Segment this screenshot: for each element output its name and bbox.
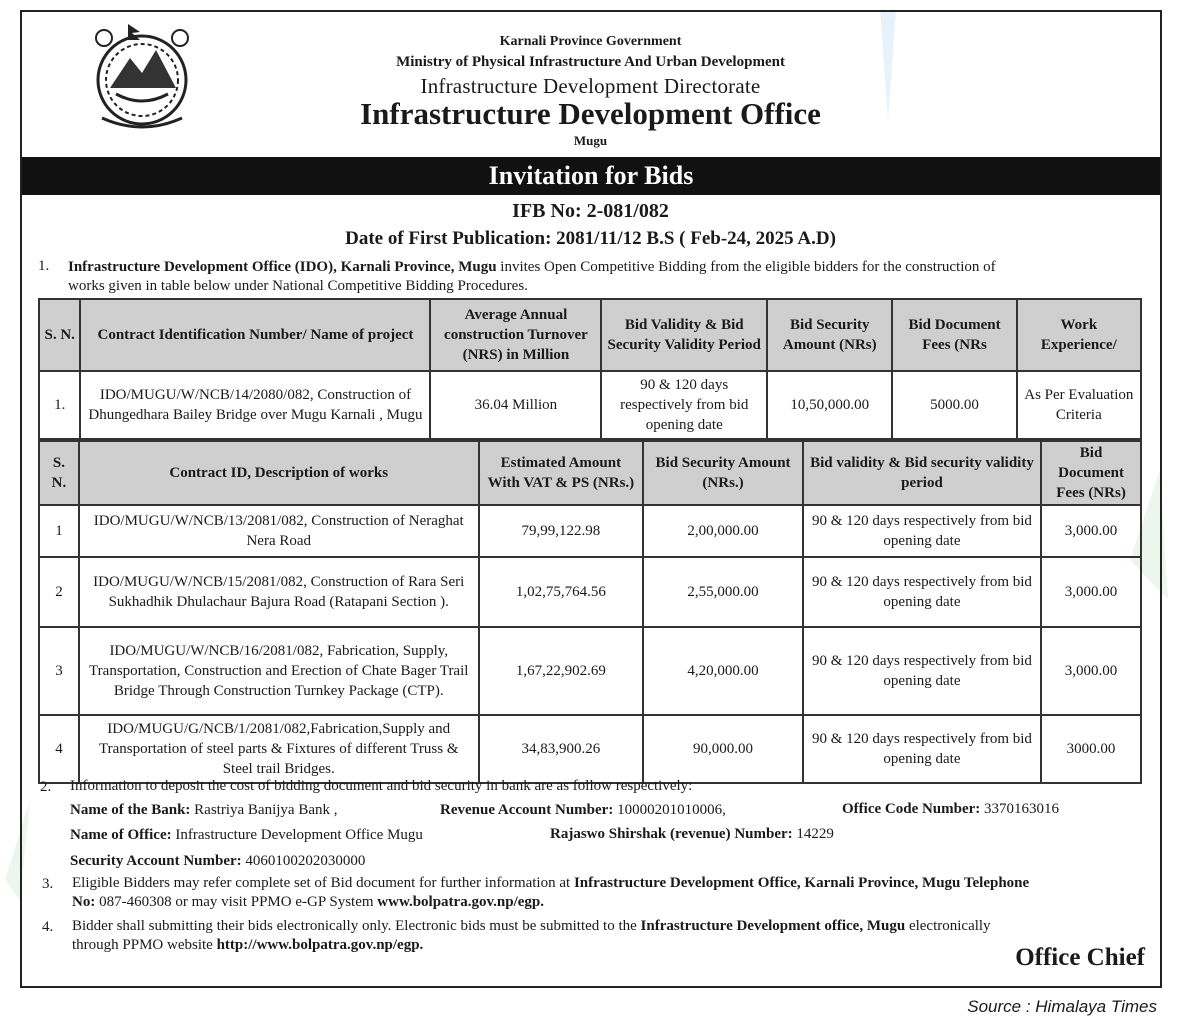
table-row xyxy=(39,505,1141,557)
rajaswo-label: Rajaswo Shirshak (revenue) Number: xyxy=(550,826,793,842)
works-table xyxy=(38,440,1142,784)
office-name-label: Name of Office: xyxy=(70,827,172,843)
cell-turnover: 36.04 Million xyxy=(430,371,601,439)
notice-title-banner: Invitation for Bids xyxy=(22,157,1160,195)
bolpatra-link[interactable]: http://www.bolpatra.gov.np/egp. xyxy=(216,937,424,953)
item-3-office: Infrastructure Development Office, Karnali Province, Mugu Telephone xyxy=(573,875,1030,891)
security-account xyxy=(70,852,365,871)
item-4-text xyxy=(72,917,1150,955)
item-2-number: 2. xyxy=(40,779,52,795)
office-code xyxy=(842,800,1059,819)
cell-fees: 5000.00 xyxy=(892,371,1016,439)
table-row xyxy=(39,627,1141,715)
item-1-number: 1. xyxy=(38,258,50,274)
cell-validity: 90 & 120 days respectively from bid opening date xyxy=(803,557,1041,627)
cell-validity: 90 & 120 days respectively from bid opening date xyxy=(803,505,1041,557)
col-sn: S. N. xyxy=(39,441,79,505)
intro-text-b: works given in table below under National Competitive Bidding Procedures. xyxy=(68,278,528,294)
col-security: Bid Security Amount (NRs.) xyxy=(643,441,803,505)
ministry-name: Ministry of Physical Infrastructure And Urban Development xyxy=(396,54,785,70)
cell-sn: 2 xyxy=(39,557,79,627)
item-2-intro: Information to deposit the cost of bidding document and bid security in bank are as follow respectively: xyxy=(70,778,693,794)
project-table xyxy=(38,298,1142,440)
table-row xyxy=(39,557,1141,627)
directorate-name: Infrastructure Development Directorate xyxy=(420,74,761,98)
office-name-line xyxy=(70,826,423,845)
cell-description: IDO/MUGU/W/NCB/13/2081/082, Construction of Neraghat Nera Road xyxy=(79,505,479,557)
security-account-label: Security Account Number: xyxy=(70,853,242,869)
col-validity: Bid Validity & Bid Security Validity Period xyxy=(601,299,767,371)
col-sn: S. N. xyxy=(39,299,80,371)
cell-security: 90,000.00 xyxy=(643,715,803,783)
item-4-office: Infrastructure Development office, Mugu xyxy=(640,918,906,934)
col-fees: Bid Document Fees (NRs xyxy=(892,299,1016,371)
works-table-header xyxy=(39,441,1141,505)
office-code-value: 3370163016 xyxy=(984,801,1060,817)
signature-title: Office Chief xyxy=(1015,944,1145,971)
province-government: Karnali Province Government xyxy=(499,34,682,49)
cell-amount: 79,99,122.98 xyxy=(479,505,644,557)
cell-amount: 1,02,75,764.56 xyxy=(479,557,644,627)
revenue-account xyxy=(440,801,726,820)
cell-security: 10,50,000.00 xyxy=(767,371,892,439)
security-account-value: 4060100202030000 xyxy=(245,853,366,869)
rajaswo-number xyxy=(550,825,834,844)
bank-name-value: Rastriya Banijya Bank , xyxy=(194,802,338,818)
cell-validity: 90 & 120 days respectively from bid opening date xyxy=(601,371,767,439)
cell-security: 2,00,000.00 xyxy=(643,505,803,557)
col-experience: Work Experience/ xyxy=(1017,299,1141,371)
bank-name-label: Name of the Bank: xyxy=(70,802,191,818)
source-credit: Source : Himalaya Times xyxy=(967,997,1157,1016)
item-4-number: 4. xyxy=(42,919,54,935)
col-contract-id: Contract Identification Number/ Name of project xyxy=(80,299,430,371)
item-3-number: 3. xyxy=(42,876,54,892)
revenue-account-value: 10000201010006, xyxy=(617,802,726,818)
table-row xyxy=(39,371,1141,439)
rajaswo-value: 14229 xyxy=(796,826,834,842)
intro-text-a: invites Open Competitive Bidding from the eligible bidders for the construction of xyxy=(496,259,996,275)
item-1-text xyxy=(68,258,1148,296)
cell-description: IDO/MUGU/W/NCB/15/2081/082, Construction of Rara Seri Sukhadhik Dhulachaur Bajura Road (Ratapani Section ). xyxy=(79,557,479,627)
col-estimated-amount: Estimated Amount With VAT & PS (NRs.) xyxy=(479,441,644,505)
publication-date: Date of First Publication: 2081/11/12 B.S ( Feb-24, 2025 A.D) xyxy=(345,228,836,249)
col-security: Bid Security Amount (NRs) xyxy=(767,299,892,371)
item-3-text xyxy=(72,874,1150,912)
item-4-text-a: Bidder shall submitting their bids electronically only. Electronic bids must be submitted to the xyxy=(72,918,641,934)
col-turnover: Average Annual construction Turnover (NRS) in Million xyxy=(430,299,601,371)
cell-project: IDO/MUGU/W/NCB/14/2080/082, Construction of Dhungedhara Bailey Bridge over Mugu Karnali , Mugu xyxy=(80,371,430,439)
revenue-account-label: Revenue Account Number: xyxy=(440,802,614,818)
project-table-header xyxy=(39,299,1141,371)
item-3-phone-label: No: xyxy=(72,894,96,910)
cell-fees: 3,000.00 xyxy=(1041,505,1141,557)
intro-office: Infrastructure Development Office (IDO), Karnali Province, Mugu xyxy=(68,259,497,275)
cell-security: 2,55,000.00 xyxy=(643,557,803,627)
col-fees: Bid Document Fees (NRs) xyxy=(1041,441,1141,505)
cell-sn: 1. xyxy=(39,371,80,439)
egp-link[interactable]: www.bolpatra.gov.np/egp. xyxy=(377,894,544,910)
cell-security: 4,20,000.00 xyxy=(643,627,803,715)
item-4-text-c: through PPMO website xyxy=(72,937,217,953)
office-name-value: Infrastructure Development Office Mugu xyxy=(175,827,423,843)
cell-validity: 90 & 120 days respectively from bid opening date xyxy=(803,627,1041,715)
cell-sn: 4 xyxy=(39,715,79,783)
cell-amount: 34,83,900.26 xyxy=(479,715,644,783)
cell-sn: 1 xyxy=(39,505,79,557)
cell-amount: 1,67,22,902.69 xyxy=(479,627,644,715)
bank-name xyxy=(70,801,337,820)
item-3-text-a: Eligible Bidders may refer complete set of Bid document for further information at xyxy=(72,875,574,891)
cell-fees: 3,000.00 xyxy=(1041,557,1141,627)
cell-description: IDO/MUGU/G/NCB/1/2081/082,Fabrication,Supply and Transportation of steel parts & Fixtures of different Truss & Steel trail Bridges. xyxy=(79,715,479,783)
office-location: Mugu xyxy=(573,133,608,148)
item-3-text-b: 087-460308 or may visit PPMO e-GP System xyxy=(95,894,378,910)
ifb-number: IFB No: 2-081/082 xyxy=(512,200,669,222)
table-row xyxy=(39,715,1141,783)
cell-sn: 3 xyxy=(39,627,79,715)
cell-description: IDO/MUGU/W/NCB/16/2081/082, Fabrication, Supply, Transportation, Construction and Erection of Chate Bager Trail Bridge Through Construction Turnkey Package (CTP). xyxy=(79,627,479,715)
col-validity: Bid validity & Bid security validity period xyxy=(803,441,1041,505)
cell-experience: As Per Evaluation Criteria xyxy=(1017,371,1141,439)
cell-fees: 3,000.00 xyxy=(1041,627,1141,715)
cell-validity: 90 & 120 days respectively from bid opening date xyxy=(803,715,1041,783)
cell-fees: 3000.00 xyxy=(1041,715,1141,783)
office-code-label: Office Code Number: xyxy=(842,801,981,817)
office-name: Infrastructure Development Office xyxy=(360,96,821,131)
col-description: Contract ID, Description of works xyxy=(79,441,479,505)
item-4-text-b: electronically xyxy=(905,918,991,934)
